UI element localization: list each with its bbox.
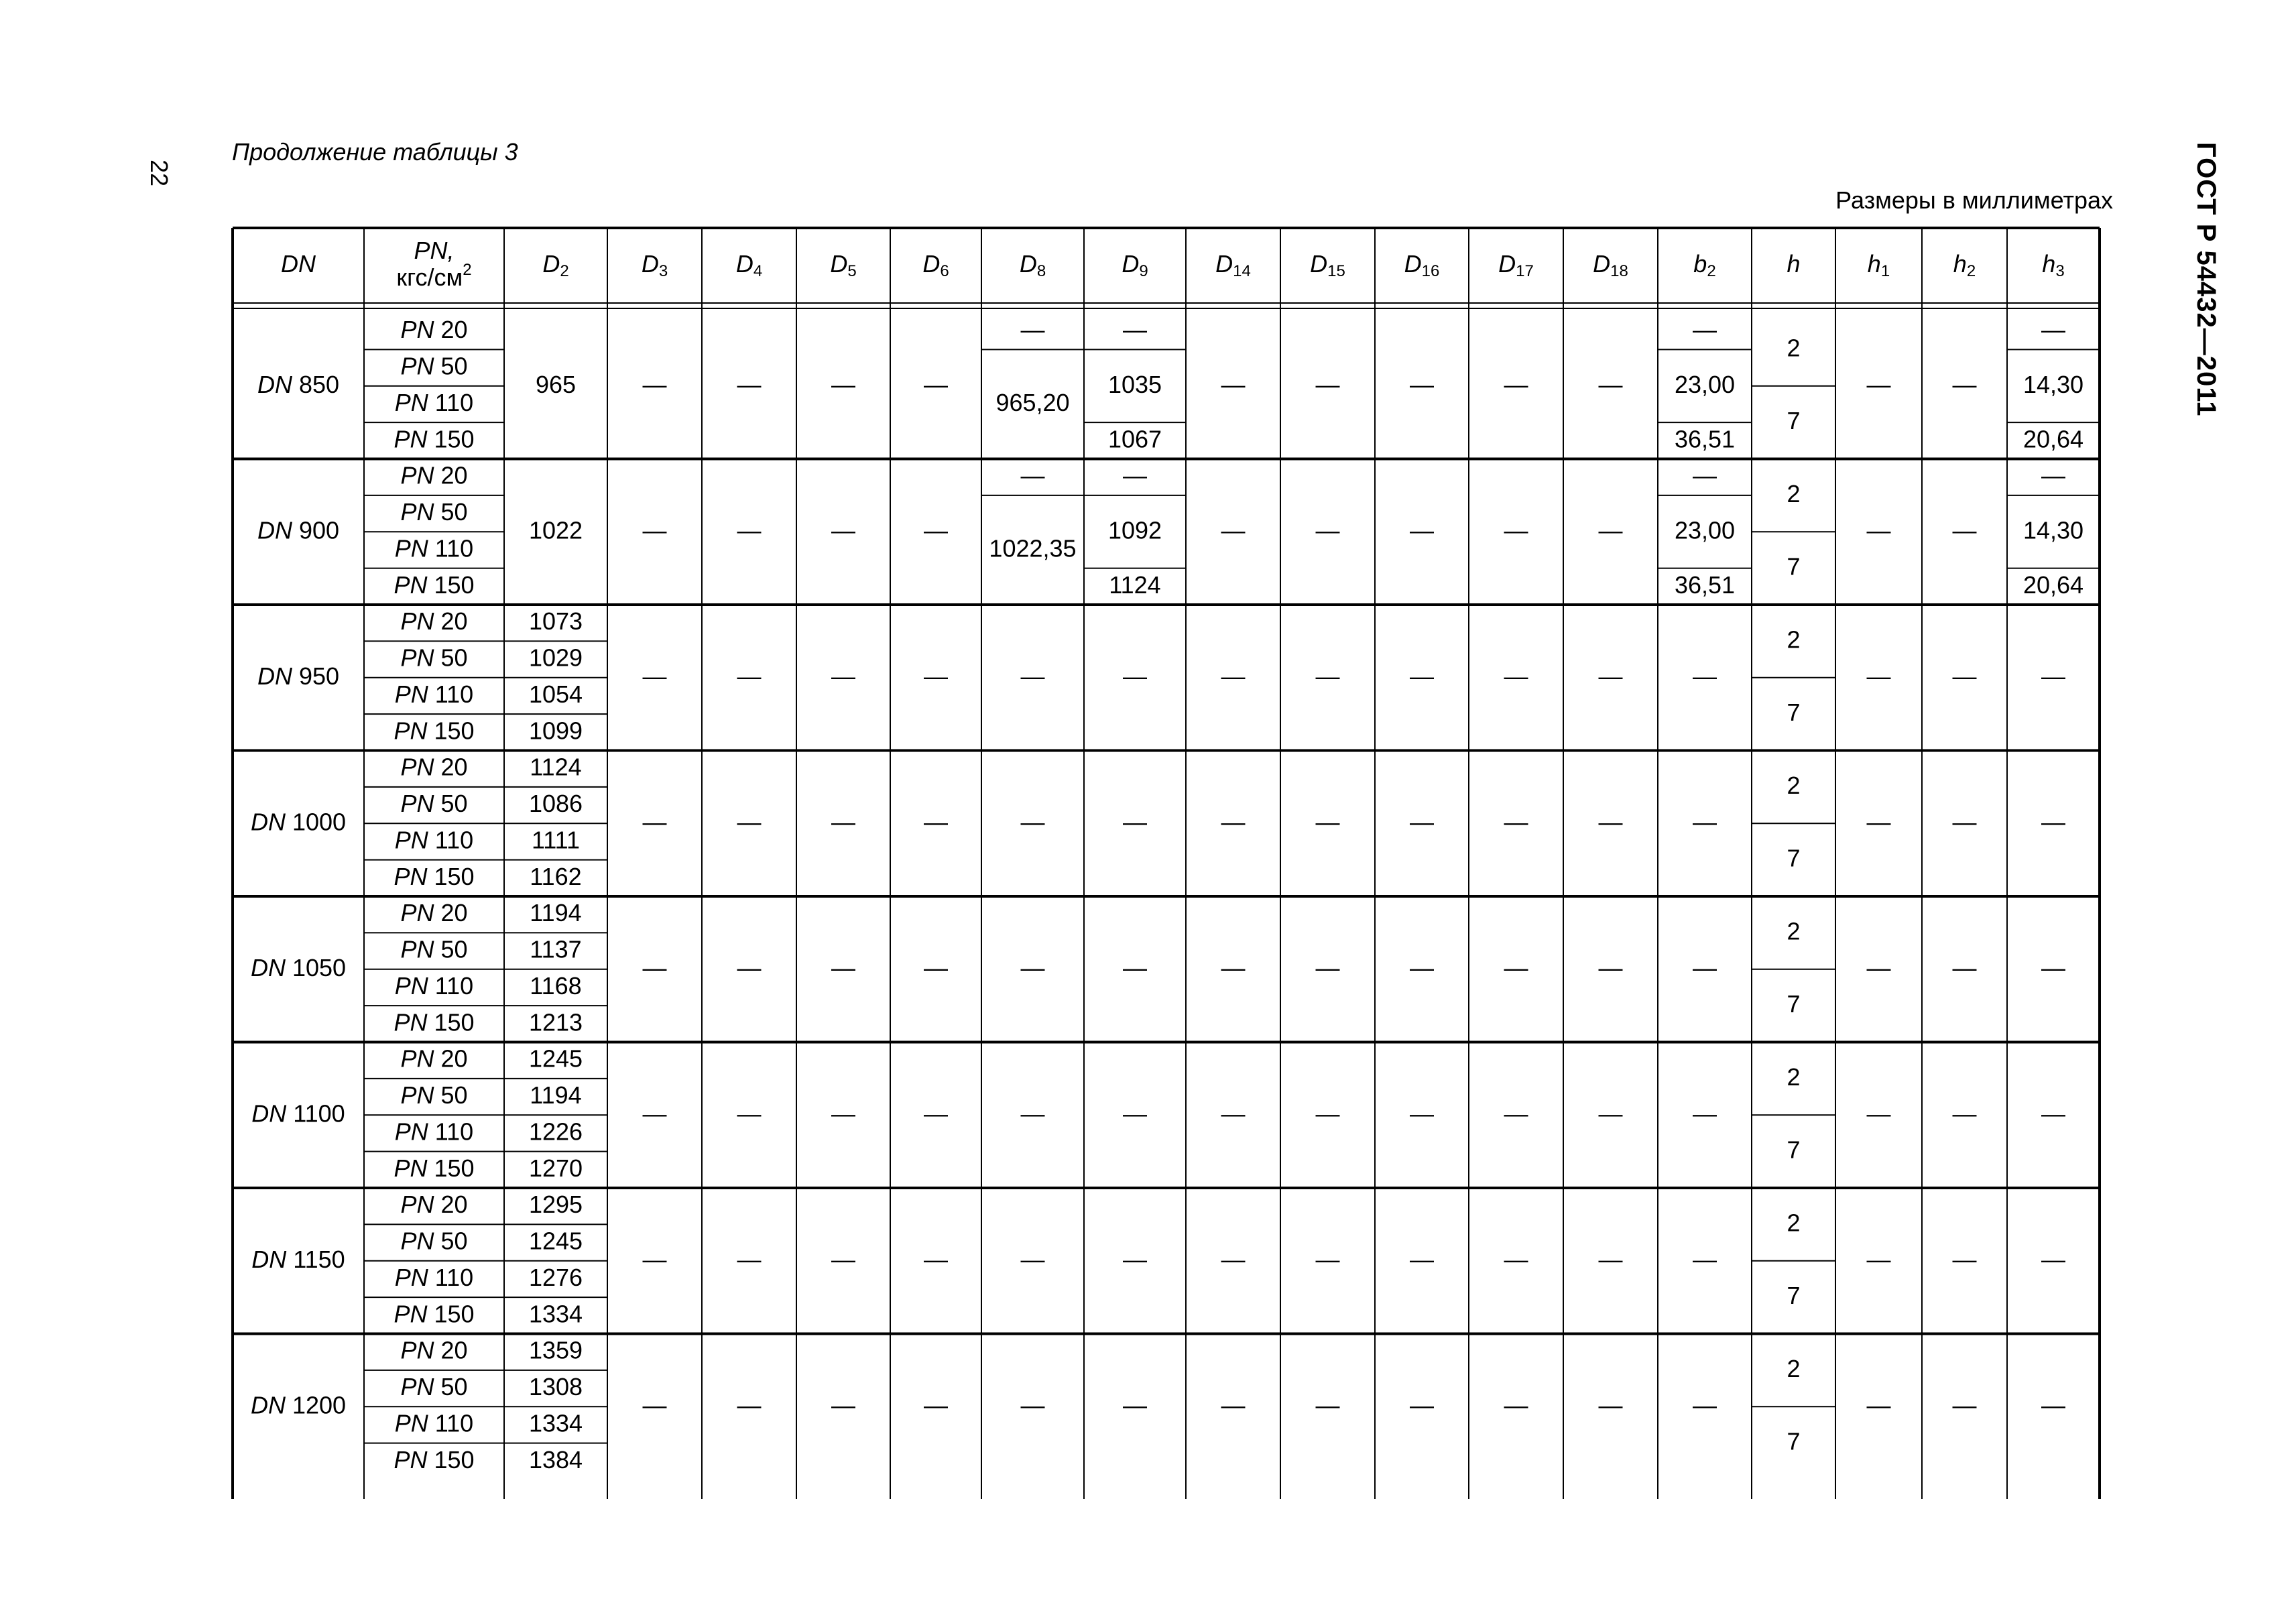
dash-cell: —	[737, 1245, 762, 1273]
dash-cell: —	[1598, 662, 1623, 690]
d2-value: 1245	[528, 1044, 583, 1073]
dash-cell: —	[1866, 662, 1891, 690]
dash-cell: —	[1410, 662, 1434, 690]
dash-cell: —	[1598, 370, 1623, 398]
pn-label: PN 50	[400, 497, 468, 526]
dash-cell: —	[642, 807, 667, 835]
dash-cell: —	[1123, 662, 1147, 690]
dash-cell: —	[1504, 807, 1528, 835]
header-h3: $h_3$	[2042, 249, 2065, 281]
pn-label: PN 150	[394, 1299, 475, 1327]
pn-label: PN 50	[400, 352, 468, 380]
pn-label: PN 50	[400, 1372, 468, 1400]
d2-value: 1162	[530, 862, 582, 890]
header-pn-units: кгс/$см^2$	[396, 261, 472, 291]
d8-value: 965,20	[995, 388, 1070, 416]
pn-label: PN 20	[400, 607, 468, 635]
dash-cell: —	[2041, 662, 2065, 690]
dash-cell: —	[1504, 516, 1528, 544]
pn-label: PN 20	[400, 315, 468, 343]
dash-cell: —	[642, 662, 667, 690]
d2-value: 1022	[528, 516, 583, 544]
h3-value: 20,64	[2022, 570, 2084, 599]
d2-value: 1245	[528, 1227, 583, 1255]
dash-cell: —	[924, 807, 948, 835]
h3-value: 14,30	[2022, 516, 2084, 544]
pn-label: PN 50	[400, 644, 468, 672]
dash-cell: —	[1866, 1390, 1891, 1419]
h-value: 7	[1787, 989, 1801, 1018]
b2-value: —	[1693, 461, 1717, 489]
dn-label: DN 950	[257, 662, 340, 690]
dash-cell: —	[1315, 370, 1340, 398]
dash-cell: —	[1504, 1245, 1528, 1273]
dash-cell: —	[1866, 516, 1891, 544]
h-value: 2	[1787, 333, 1801, 361]
dash-cell: —	[1693, 1099, 1717, 1127]
dash-cell: —	[924, 662, 948, 690]
dn-label: DN 1100	[251, 1099, 345, 1127]
dash-cell: —	[1221, 1245, 1246, 1273]
b2-value: 23,00	[1674, 370, 1736, 398]
dash-cell: —	[1410, 370, 1434, 398]
header-d5: $D_5$	[830, 249, 857, 281]
dash-cell: —	[642, 1245, 667, 1273]
dash-cell: —	[1952, 1390, 1977, 1419]
pn-label: PN 150	[394, 1008, 475, 1036]
dash-cell: —	[831, 807, 855, 835]
dash-cell: —	[1598, 953, 1623, 981]
pn-label: PN 50	[400, 789, 468, 817]
header-h2: $h_2$	[1953, 249, 1976, 281]
pn-label: PN 110	[394, 1117, 474, 1145]
dash-cell: —	[1410, 1245, 1434, 1273]
d2-value: 1086	[528, 789, 583, 817]
d8-value: 1022,35	[989, 534, 1077, 562]
dash-cell: —	[1221, 662, 1246, 690]
d2-value: 1276	[528, 1263, 583, 1291]
dash-cell: —	[1123, 1245, 1147, 1273]
dash-cell: —	[1504, 1099, 1528, 1127]
pn-label: PN 20	[400, 1044, 468, 1073]
pn-label: PN 110	[394, 1263, 474, 1291]
dash-cell: —	[737, 516, 762, 544]
d2-value: 1137	[530, 935, 582, 963]
dash-cell: —	[831, 1390, 855, 1419]
header-dn: DN	[281, 249, 316, 278]
pn-label: PN 150	[394, 424, 475, 453]
dn-label: DN 850	[257, 370, 340, 398]
dash-cell: —	[924, 1390, 948, 1419]
dash-cell: —	[1866, 953, 1891, 981]
continuation-title: Продолжение таблицы 3	[232, 138, 518, 166]
header-d9: $D_9$	[1122, 249, 1148, 281]
dash-cell: —	[924, 370, 948, 398]
pn-label: PN 50	[400, 1081, 468, 1109]
dash-cell: —	[924, 1099, 948, 1127]
page-number: 22	[145, 160, 173, 187]
pn-label: PN 50	[400, 1227, 468, 1255]
pn-label: PN 110	[394, 825, 474, 853]
pn-label: PN 110	[394, 388, 474, 416]
dash-cell: —	[924, 1245, 948, 1273]
header-d14: $D_{14}$	[1215, 249, 1251, 281]
d2-value: 1029	[528, 644, 583, 672]
dash-cell: —	[1123, 1099, 1147, 1127]
dash-cell: —	[1693, 953, 1717, 981]
d2-value: 1194	[530, 898, 582, 926]
dash-cell: —	[1020, 662, 1045, 690]
d9-value: 1124	[1109, 570, 1161, 599]
dash-cell: —	[2041, 1390, 2065, 1419]
dash-cell: —	[642, 1390, 667, 1419]
dash-cell: —	[1693, 807, 1717, 835]
b2-value: 36,51	[1674, 424, 1736, 453]
d2-value: 965	[535, 370, 577, 398]
h-value: 7	[1787, 1281, 1801, 1309]
h3-value: —	[2041, 461, 2065, 489]
dash-cell: —	[831, 370, 855, 398]
pn-label: PN 110	[394, 534, 474, 562]
d9-value: 1035	[1107, 370, 1162, 398]
dash-cell: —	[1410, 516, 1434, 544]
dash-cell: —	[737, 370, 762, 398]
h-value: 7	[1787, 698, 1801, 726]
dash-cell: —	[1221, 370, 1246, 398]
pn-label: PN 20	[400, 753, 468, 781]
dn-label: DN 1150	[251, 1245, 345, 1273]
header-d6: $D_6$	[922, 249, 949, 281]
pn-label: PN 150	[394, 1154, 475, 1182]
d2-value: 1099	[528, 716, 583, 744]
dash-cell: —	[1315, 807, 1340, 835]
dash-cell: —	[1020, 1099, 1045, 1127]
d2-value: 1384	[528, 1445, 583, 1474]
dash-cell: —	[1315, 1245, 1340, 1273]
h-value: 2	[1787, 771, 1801, 799]
h3-value: 14,30	[2022, 370, 2084, 398]
h-value: 2	[1787, 1208, 1801, 1236]
header-b2: $b_2$	[1693, 249, 1716, 281]
dash-cell: —	[642, 1099, 667, 1127]
dash-cell: —	[1410, 953, 1434, 981]
dash-cell: —	[924, 953, 948, 981]
dash-cell: —	[1952, 370, 1977, 398]
header-h: h	[1787, 249, 1801, 278]
dn-label: DN 1050	[250, 953, 347, 981]
dash-cell: —	[1221, 953, 1246, 981]
dash-cell: —	[831, 662, 855, 690]
dash-cell: —	[1504, 370, 1528, 398]
d2-value: 1334	[528, 1299, 583, 1327]
pn-label: PN 20	[400, 461, 468, 489]
dn-label: DN 1000	[250, 807, 347, 835]
dash-cell: —	[831, 516, 855, 544]
dash-cell: —	[1866, 807, 1891, 835]
dash-cell: —	[1866, 1245, 1891, 1273]
d2-value: 1213	[528, 1008, 583, 1036]
pn-label: PN 110	[394, 1408, 474, 1437]
dash-cell: —	[2041, 1245, 2065, 1273]
d2-value: 1054	[528, 680, 583, 708]
header-d15: $D_{15}$	[1310, 249, 1345, 281]
dash-cell: —	[1123, 807, 1147, 835]
dash-cell: —	[2041, 953, 2065, 981]
header-d18: $D_{18}$	[1593, 249, 1628, 281]
dash-cell: —	[1952, 807, 1977, 835]
dash-cell: —	[737, 1390, 762, 1419]
dash-cell: —	[1020, 1390, 1045, 1419]
dash-cell: —	[1221, 807, 1246, 835]
dash-cell: —	[1123, 953, 1147, 981]
d9-value: —	[1123, 461, 1147, 489]
pn-label: PN 20	[400, 898, 468, 926]
d9-value: 1067	[1107, 424, 1162, 453]
dash-cell: —	[831, 953, 855, 981]
dash-cell: —	[1598, 516, 1623, 544]
header-d2: $D_2$	[542, 249, 569, 281]
d2-value: 1334	[528, 1408, 583, 1437]
pn-label: PN 110	[394, 971, 474, 1000]
pn-label: PN 150	[394, 862, 475, 890]
d9-value: 1092	[1107, 516, 1162, 544]
d2-value: 1308	[528, 1372, 583, 1400]
h-value: 2	[1787, 625, 1801, 653]
b2-value: 23,00	[1674, 516, 1736, 544]
header-d4: $D_4$	[735, 249, 763, 281]
pn-label: PN 20	[400, 1336, 468, 1364]
h-value: 2	[1787, 1354, 1801, 1382]
dash-cell: —	[2041, 807, 2065, 835]
h3-value: 20,64	[2022, 424, 2084, 453]
dash-cell: —	[737, 662, 762, 690]
dash-cell: —	[642, 370, 667, 398]
dash-cell: —	[831, 1099, 855, 1127]
dash-cell: —	[1952, 1245, 1977, 1273]
dash-cell: —	[924, 516, 948, 544]
standard-code: ГОСТ Р 54432—2011	[2191, 142, 2221, 417]
dn-label: DN 1200	[250, 1390, 347, 1419]
d2-value: 1073	[528, 607, 583, 635]
dash-cell: —	[1952, 516, 1977, 544]
dash-cell: —	[1410, 807, 1434, 835]
dash-cell: —	[737, 1099, 762, 1127]
dash-cell: —	[1866, 1099, 1891, 1127]
header-d17: $D_{17}$	[1498, 249, 1534, 281]
header-h1: $h_1$	[1867, 249, 1890, 281]
dash-cell: —	[1315, 1390, 1340, 1419]
dash-cell: —	[1315, 662, 1340, 690]
h-value: 7	[1787, 552, 1801, 581]
dash-cell: —	[1952, 1099, 1977, 1127]
dash-cell: —	[1504, 953, 1528, 981]
d8-value: —	[1020, 461, 1045, 489]
dash-cell: —	[1693, 1390, 1717, 1419]
d2-value: 1295	[528, 1190, 583, 1218]
dash-cell: —	[1693, 1245, 1717, 1273]
dash-cell: —	[1315, 953, 1340, 981]
pn-label: PN 150	[394, 1445, 475, 1474]
header-d3: $D_3$	[641, 249, 668, 281]
dash-cell: —	[1952, 953, 1977, 981]
dash-cell: —	[1123, 1390, 1147, 1419]
dash-cell: —	[1020, 953, 1045, 981]
header-d8: $D_8$	[1019, 249, 1046, 281]
h-value: 2	[1787, 916, 1801, 945]
dash-cell: —	[1410, 1099, 1434, 1127]
pn-label: PN 50	[400, 935, 468, 963]
dash-cell: —	[1315, 1099, 1340, 1127]
header-pn: PN,	[414, 236, 455, 264]
d2-value: 1124	[530, 753, 582, 781]
d2-value: 1359	[528, 1336, 583, 1364]
dash-cell: —	[737, 953, 762, 981]
d8-value: —	[1020, 315, 1045, 343]
d2-value: 1226	[528, 1117, 583, 1145]
units-note: Размеры в миллиметрах	[1835, 186, 2113, 214]
dash-cell: —	[737, 807, 762, 835]
dash-cell: —	[1504, 662, 1528, 690]
dash-cell: —	[1504, 1390, 1528, 1419]
dash-cell: —	[1221, 516, 1246, 544]
pn-label: PN 110	[394, 680, 474, 708]
dash-cell: —	[1693, 662, 1717, 690]
dash-cell: —	[2041, 1099, 2065, 1127]
header-d16: $D_{16}$	[1404, 249, 1440, 281]
d2-value: 1111	[531, 825, 581, 853]
b2-value: —	[1693, 315, 1717, 343]
d9-value: —	[1123, 315, 1147, 343]
dash-cell: —	[1221, 1099, 1246, 1127]
dash-cell: —	[642, 953, 667, 981]
dash-cell: —	[1020, 807, 1045, 835]
d2-value: 1168	[530, 971, 582, 1000]
dash-cell: —	[1866, 370, 1891, 398]
dash-cell: —	[1598, 1245, 1623, 1273]
h-value: 7	[1787, 1427, 1801, 1455]
d2-value: 1270	[528, 1154, 583, 1182]
dash-cell: —	[831, 1245, 855, 1273]
h-value: 7	[1787, 406, 1801, 434]
h-value: 7	[1787, 1136, 1801, 1164]
dash-cell: —	[1020, 1245, 1045, 1273]
dash-cell: —	[1221, 1390, 1246, 1419]
d2-value: 1194	[530, 1081, 582, 1109]
h3-value: —	[2041, 315, 2065, 343]
h-value: 2	[1787, 479, 1801, 507]
dash-cell: —	[1598, 1390, 1623, 1419]
pn-label: PN 150	[394, 570, 475, 599]
dash-cell: —	[1598, 1099, 1623, 1127]
dash-cell: —	[1410, 1390, 1434, 1419]
dn-label: DN 900	[257, 516, 340, 544]
b2-value: 36,51	[1674, 570, 1736, 599]
dash-cell: —	[1952, 662, 1977, 690]
h-value: 2	[1787, 1063, 1801, 1091]
pn-label: PN 150	[394, 716, 475, 744]
h-value: 7	[1787, 844, 1801, 872]
dash-cell: —	[1315, 516, 1340, 544]
dash-cell: —	[642, 516, 667, 544]
pn-label: PN 20	[400, 1190, 468, 1218]
dash-cell: —	[1598, 807, 1623, 835]
